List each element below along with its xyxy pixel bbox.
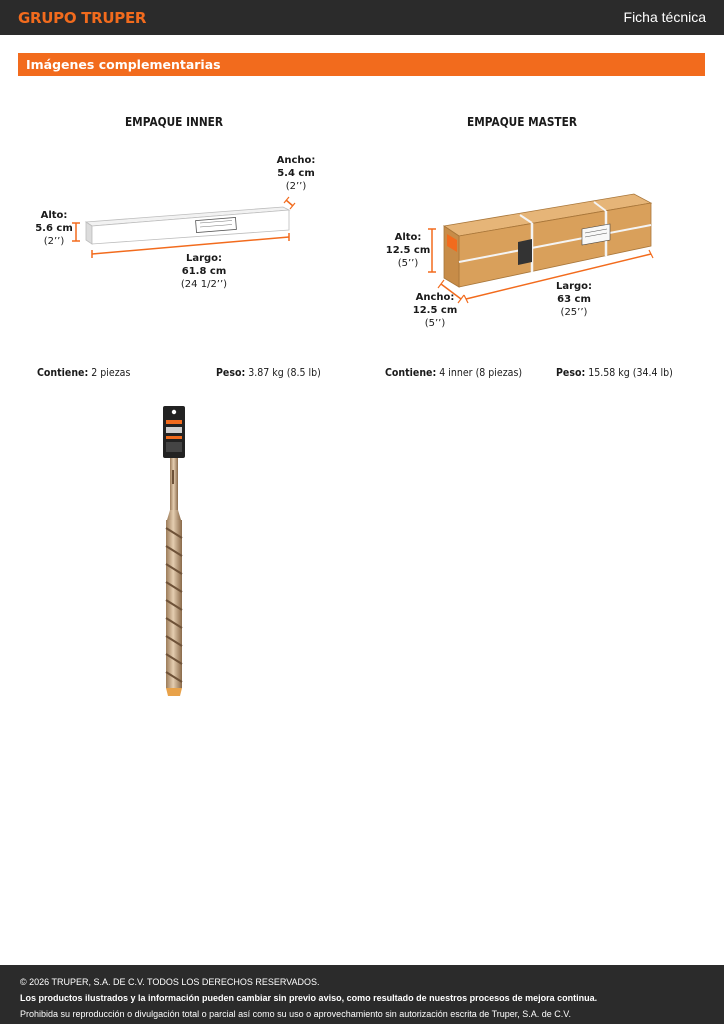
master-peso: Peso: 15.58 kg (34.4 lb): [556, 367, 673, 379]
brand-logo: GRUPO TRUPER: [18, 9, 147, 27]
inner-peso: Peso: 3.87 kg (8.5 lb): [216, 367, 321, 379]
master-package-title: EMPAQUE MASTER: [467, 115, 577, 129]
inner-contiene: Contiene: 2 piezas: [37, 367, 131, 379]
document-type: Ficha técnica: [623, 9, 706, 25]
master-largo-dimension: Largo: 63 cm (25’’): [555, 281, 593, 318]
master-contiene: Contiene: 4 inner (8 piezas): [385, 367, 523, 379]
inner-largo-dimension: Largo: 61.8 cm (24 1/2’’): [180, 253, 228, 290]
footer: [0, 965, 724, 1024]
master-alto-dimension: Alto: 12.5 cm (5’’): [385, 232, 431, 269]
inner-package-title: EMPAQUE INNER: [124, 115, 224, 129]
inner-ancho-dimension: Ancho: 5.4 cm (2’’): [276, 155, 316, 192]
section-title: Imágenes complementarias: [26, 57, 221, 72]
inner-alto-dimension: Alto: 5.6 cm (2’’): [35, 210, 73, 247]
footer-prohibition: Prohibida su reproducción o divulgación total o parcial así como su uso o aprovechamiento sin autorización escrita de Truper, S.A. de C.V.: [20, 1009, 571, 1019]
master-ancho-dimension: Ancho: 12.5 cm (5’’): [412, 292, 458, 329]
footer-copyright: © 2026 TRUPER, S.A. DE C.V. TODOS LOS DERECHOS RESERVADOS.: [20, 977, 320, 987]
footer-notice: Los productos ilustrados y la información pueden cambiar sin previo aviso, como resultado de nuestros procesos de mejora continua.: [20, 993, 598, 1003]
